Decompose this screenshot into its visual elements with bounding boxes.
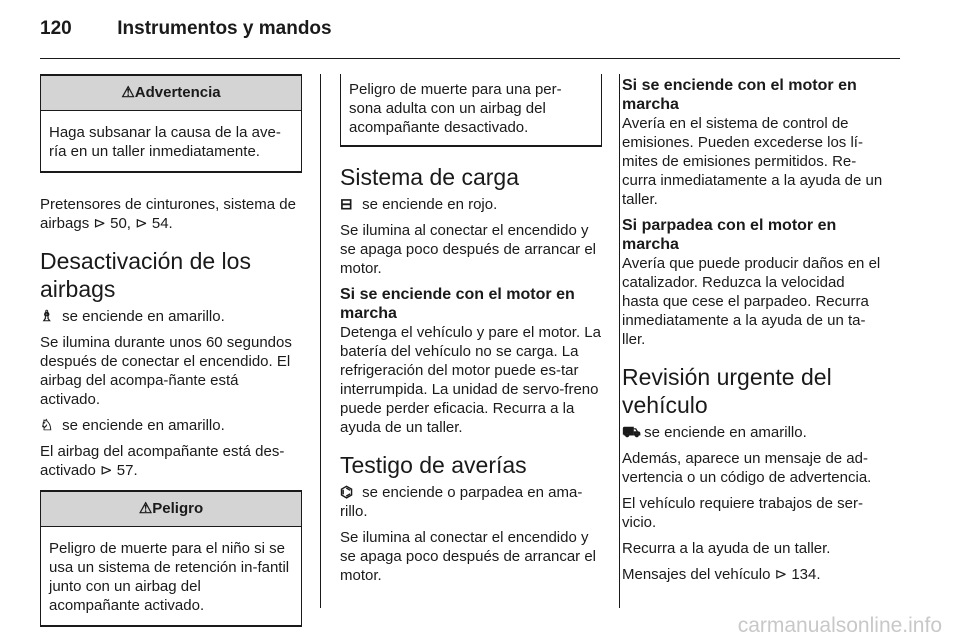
- warning-box-text: Haga subsanar la causa de la ave-ría en un taller inmediatamente.: [49, 124, 281, 160]
- ademas-paragraph: Además, aparece un mensaje de ad-vertencia o un código de advertencia.: [622, 450, 872, 486]
- page-header: [40, 18, 332, 40]
- warning-box: [40, 74, 302, 173]
- danger-icon: ⚠: [138, 500, 153, 517]
- subheading-parpadea-motor: Si parpadea con el motor en marcha: [622, 217, 837, 253]
- requiere-paragraph: El vehículo requiere trabajos de ser-vicio.: [622, 495, 863, 531]
- column-divider-right: [619, 74, 620, 608]
- warning-box-title: ⚠Advertencia: [41, 76, 301, 111]
- warning-icon: ⚠: [121, 84, 135, 101]
- heading-sistema-carga: Sistema de carga: [340, 164, 519, 190]
- airbag-off-line: ♘ se enciende en amarillo.: [40, 417, 225, 434]
- danger-box-continued: [340, 74, 602, 147]
- airbag-off-paragraph: El airbag del acompañante está des-activado ⊳ 57.: [40, 443, 285, 479]
- battery-line: ⊟ se enciende en rojo.: [340, 196, 498, 213]
- heading-revision-urgente: Revisión urgente del vehículo: [622, 364, 832, 418]
- heading-airbags: Desactivación de los airbags: [40, 248, 251, 302]
- danger-box-title: ⚠Peligro: [41, 492, 301, 527]
- column-divider-left: [320, 74, 321, 608]
- danger-box: [40, 490, 302, 627]
- airbag-on-icon: ♗: [40, 308, 54, 325]
- recurra-paragraph: Recurra a la ayuda de un taller.: [622, 540, 831, 557]
- car-line: ⛟ se enciende en amarillo.: [622, 424, 807, 441]
- pretensores-paragraph: Pretensores de cinturones, sistema de airbags ⊳ 50, ⊳ 54.: [40, 196, 296, 232]
- carga-paragraph: Se ilumina al conectar el encendido y se apaga poco después de arrancar el motor.: [340, 222, 597, 277]
- danger-box-text: Peligro de muerte para el niño si se usa un sistema de retención in-fantil junto con un airbag del acompañante activado.: [49, 540, 290, 614]
- danger-box-continued-text: Peligro de muerte para una per-sona adulta con un airbag del acompañante desactivado.: [349, 81, 562, 136]
- engine-line: ⌬ se enciende o parpadea en ama-rillo.: [340, 484, 583, 520]
- battery-icon: ⊟: [340, 196, 353, 213]
- page-number: 120: [40, 18, 72, 39]
- enciende-paragraph: Avería en el sistema de control de emisiones. Pueden excederse los lí-mites de emisiones permitidos. Re-curra inmediatamente a la ayuda de un taller.: [622, 115, 883, 208]
- motor-paragraph: Detenga el vehículo y pare el motor. La batería del vehículo no se carga. La refrigeración del motor puede es-tar interrumpida. La unidad de servo-freno puede perder eficacia. Recurra a la ayuda de un taller.: [340, 324, 601, 436]
- airbag-on-line: ♗ se enciende en amarillo.: [40, 308, 225, 325]
- car-service-icon: ⛟: [622, 424, 641, 441]
- subheading-motor-marcha: Si se enciende con el motor en marcha: [340, 286, 575, 322]
- engine-icon: ⌬: [340, 484, 354, 501]
- airbag-off-icon: ♘: [40, 417, 54, 434]
- subheading-enciende-motor: Si se enciende con el motor en marcha: [622, 77, 857, 113]
- airbag-on-paragraph: Se ilumina durante unos 60 segundos después de conectar el encendido. El airbag del acompa-ñante está activado.: [40, 334, 292, 408]
- mensajes-paragraph: Mensajes del vehículo ⊳ 134.: [622, 566, 821, 583]
- heading-testigo-averias: Testigo de averías: [340, 452, 527, 478]
- header-rule: [40, 58, 900, 59]
- column-1: [40, 74, 302, 627]
- column-2: [340, 74, 602, 592]
- page-title: Instrumentos y mandos: [117, 18, 332, 39]
- watermark: carmanualsonline.info: [737, 614, 942, 637]
- averias-paragraph: Se ilumina al conectar el encendido y se apaga poco después de arrancar el motor.: [340, 529, 597, 584]
- column-3: [622, 74, 884, 591]
- parpadea-paragraph: Avería que puede producir daños en el catalizador. Reduzca la velocidad hasta que cese el parpadeo. Recurra inmediatamente a la ayuda de un ta-ller.: [622, 255, 881, 348]
